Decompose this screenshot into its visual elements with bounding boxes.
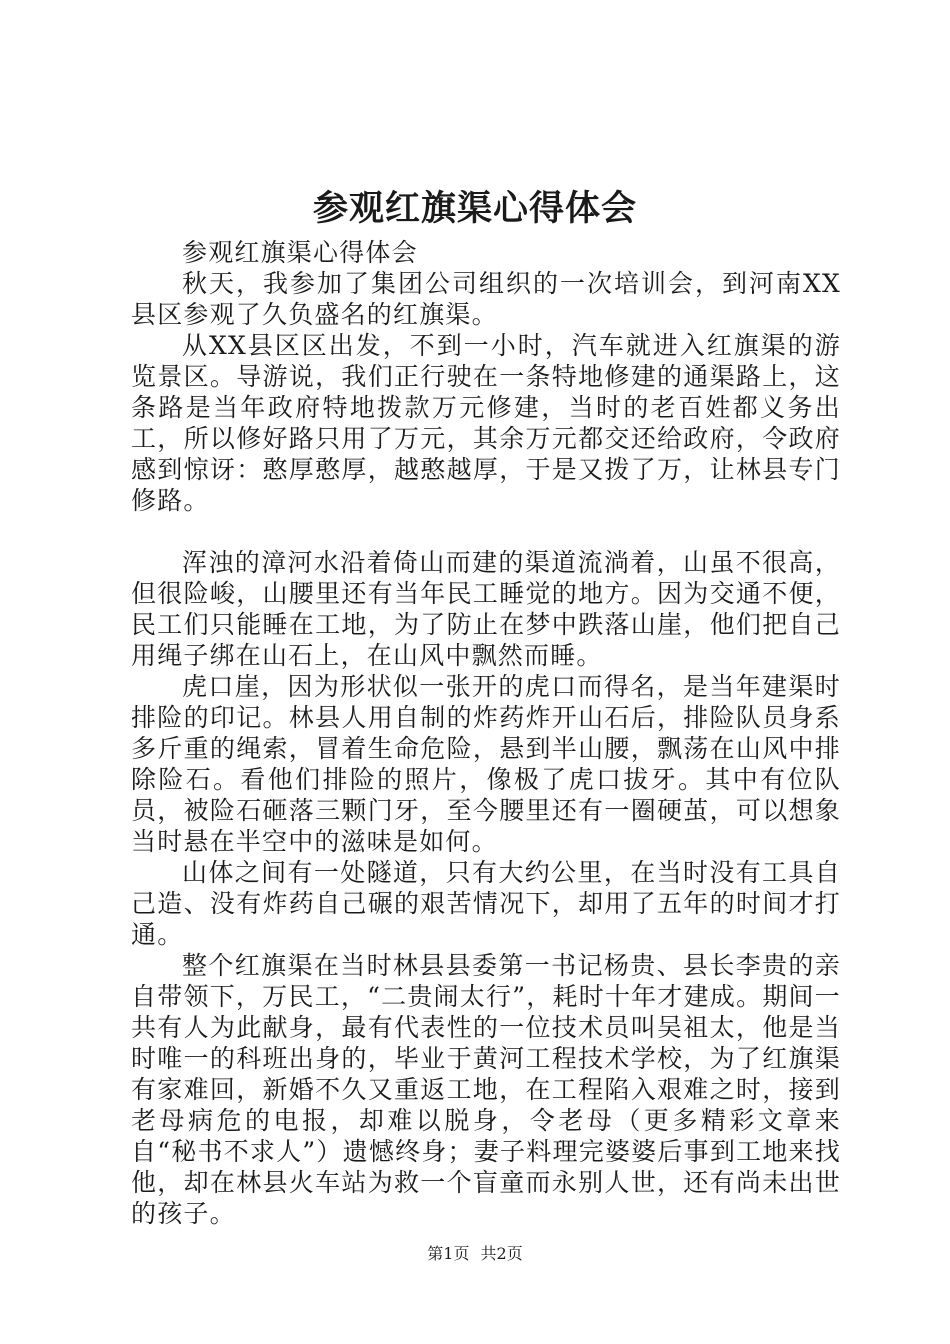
document-body (131, 237, 841, 1229)
paragraph: 从XX县区区出发，不到一小时，汽车就进入红旗渠的游览景区。导游说，我们正行驶在一条特地修建的通渠路上，这条路是当年政府特地拨款万元修建，当时的老百姓都义务出工，所以修好路只用了万元，其余万元都交还给政府，令政府感到惊讶：憨厚憨厚，越憨越厚，于是又拨了万，让林县专门修路。 (131, 331, 841, 515)
paragraph: 参观红旗渠心得体会 (182, 238, 418, 267)
page-footer (0, 1244, 950, 1264)
document-title: 参观红旗渠心得体会 (312, 188, 637, 229)
page-total: 共2页 (480, 1244, 523, 1263)
paragraph: 整个红旗渠在当时林县县委第一书记杨贵、县长李贵的亲自带领下，万民工，“二贵闹太行”，耗时十年才建成。期间一共有人为此献身，最有代表性的一位技术员叫吴祖太，他是当时唯一的科班出身的，毕业于黄河工程技术学校，为了红旗渠有家难回，新婚不久又重返工地，在工程陷入艰难之时，接到老母病危的电报，却难以脱身，令老母（更多精彩文章来自“秘书不求人”）遗憾终身；妻子料理完婆婆后事到工地来找他，却在林县火车站为救一个盲童而永别人世，还有尚未出世的孩子。 (131, 951, 841, 1228)
paragraph: 虎口崖，因为形状似一张开的虎口而得名，是当年建渠时排险的印记。林县人用自制的炸药炸开山石后，排险队员身系多斤重的绳索，冒着生命危险，悬到半山腰，飘荡在山风中排除险石。看他们排险的照片，像极了虎口拔牙。其中有位队员，被险石砸落三颗门牙，至今腰里还有一圈硬茧，可以想象当时悬在半空中的滋味是如何。 (131, 672, 841, 856)
paragraph: 秋天，我参加了集团公司组织的一次培训会，到河南XX县区参观了久负盛名的红旗渠。 (131, 269, 841, 329)
paragraph: 山体之间有一处隧道，只有大约公里，在当时没有工具自己造、没有炸药自己碾的艰苦情况下，却用了五年的时间才打通。 (131, 858, 841, 949)
paragraph: 浑浊的漳河水沿着倚山而建的渠道流淌着，山虽不很高，但很险峻，山腰里还有当年民工睡觉的地方。因为交通不便，民工们只能睡在工地，为了防止在梦中跌落山崖，他们把自己用绳子绑在山石上，在山风中飘然而睡。 (131, 548, 841, 670)
page-number: 第1页 (427, 1244, 470, 1263)
